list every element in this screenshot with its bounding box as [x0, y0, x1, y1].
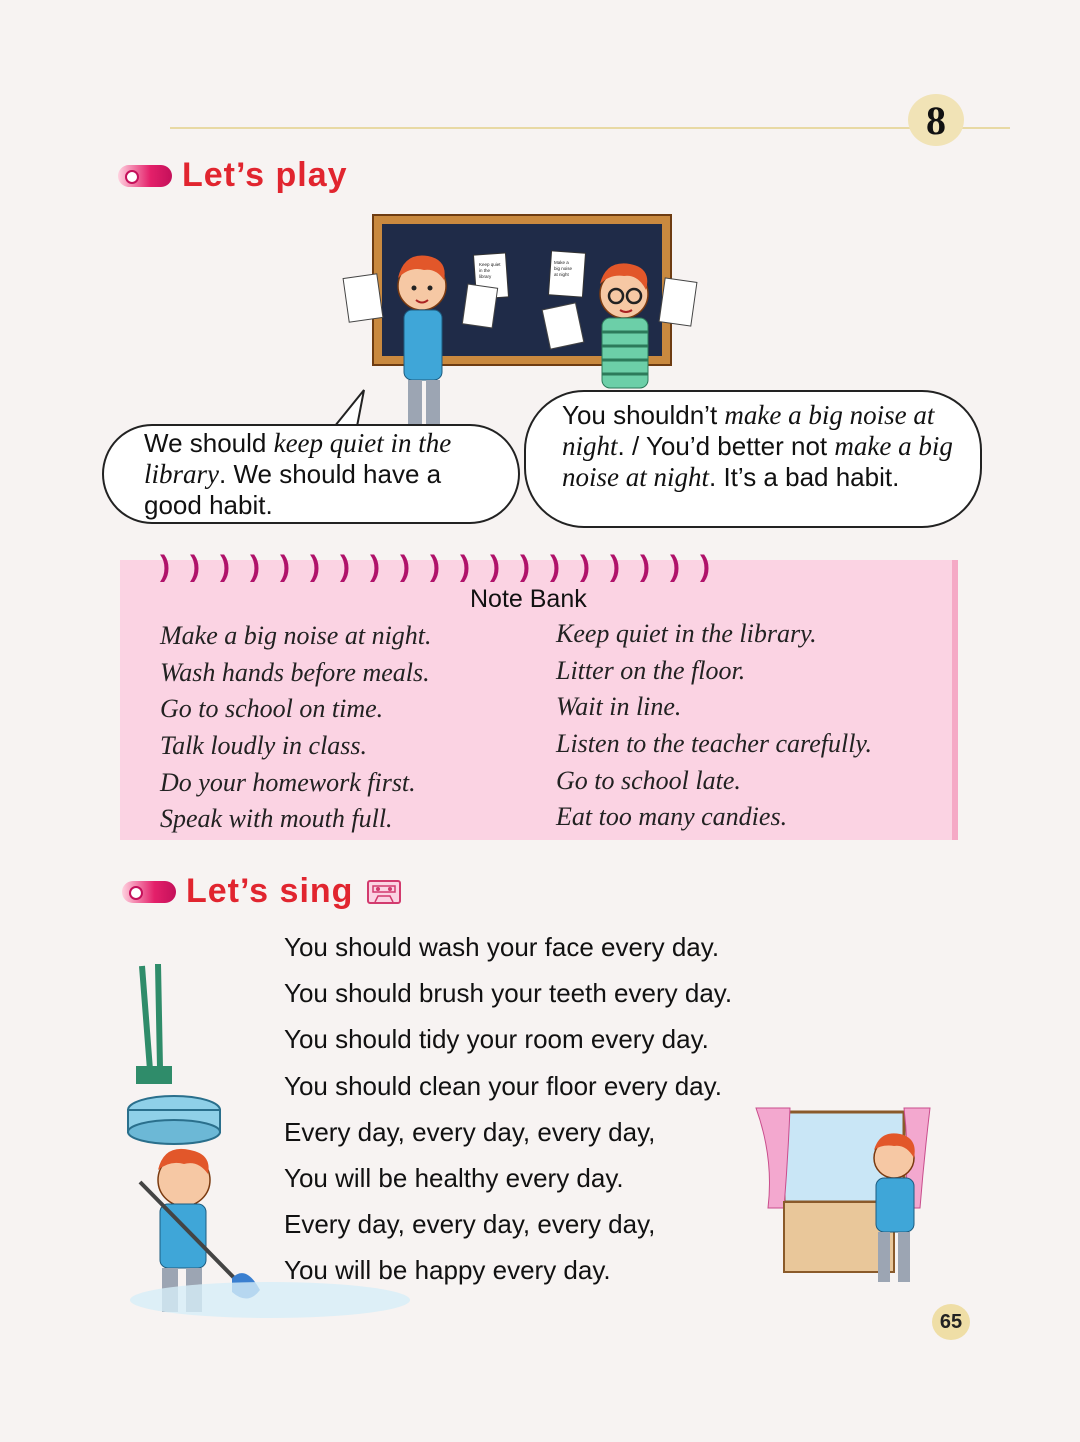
lets-play-title: Let’s play	[182, 156, 348, 194]
note-item: Wait in line.	[556, 692, 682, 722]
song-line: You should wash your face every day.	[284, 932, 720, 962]
lets-sing-title: Let’s sing	[186, 872, 354, 910]
song-line: You should clean your floor every day.	[284, 1070, 722, 1101]
song-line: You will be happy every day.	[284, 1255, 611, 1286]
svg-text:Make a big noise a: Make a big noise at night	[554, 260, 573, 277]
note-item: Keep quiet in the library.	[556, 619, 817, 648]
note-item: Litter on the floor.	[556, 655, 746, 685]
pill-icon	[122, 881, 176, 903]
song-line: Every day, every day, every day,	[284, 1116, 656, 1147]
speech-bubble-left: We should keep quiet in the library. We should have a good habit.	[102, 424, 520, 524]
note-bank-left-column	[160, 618, 432, 838]
lets-sing-heading	[122, 872, 401, 911]
lets-play-heading	[118, 156, 348, 195]
note-item: Speak with mouth full.	[160, 804, 393, 834]
unit-number-badge: 8	[908, 94, 964, 146]
song-line: You should tidy your room every day.	[284, 1024, 709, 1055]
page-number: 65	[932, 1304, 970, 1340]
board-card-right-text: Make a	[554, 260, 569, 265]
svg-text:Keep quiet in the: Keep quiet in the library	[479, 262, 501, 279]
note-item: Make a big noise at night.	[160, 621, 432, 650]
song-line: Every day, every day, every day,	[284, 1209, 656, 1240]
note-item: Talk loudly in class.	[160, 731, 368, 761]
note-item: Eat too many candies.	[556, 802, 788, 832]
pill-icon	[118, 165, 172, 187]
note-item: Go to school on time.	[160, 694, 384, 724]
cassette-icon	[367, 880, 401, 904]
note-item: Go to school late.	[556, 765, 741, 795]
note-bank-title: Note Bank	[470, 585, 587, 613]
note-item: Wash hands before meals.	[160, 657, 430, 687]
top-rule	[170, 127, 1010, 129]
note-bank-right-column	[556, 616, 872, 836]
notebook-rings: ) ) ) ) ) ) ) ) ) ) ) ) ) ) ) ) ) ) )	[160, 550, 710, 583]
note-item: Listen to the teacher carefully.	[556, 729, 873, 759]
board-card-left-text: Keep quiet	[479, 262, 501, 267]
note-item: Do your homework first.	[160, 767, 416, 797]
song-line: You should brush your teeth every day.	[284, 978, 733, 1009]
song-line: You will be healthy every day.	[284, 1162, 624, 1193]
mopping-boy-illustration	[120, 960, 420, 1330]
speech-bubble-right: You shouldn’t make a big noise at night. / You’d better not make a big noise at night. It’s a bad habit.	[524, 390, 982, 528]
cleaning-window-girl-illustration	[754, 1098, 944, 1298]
